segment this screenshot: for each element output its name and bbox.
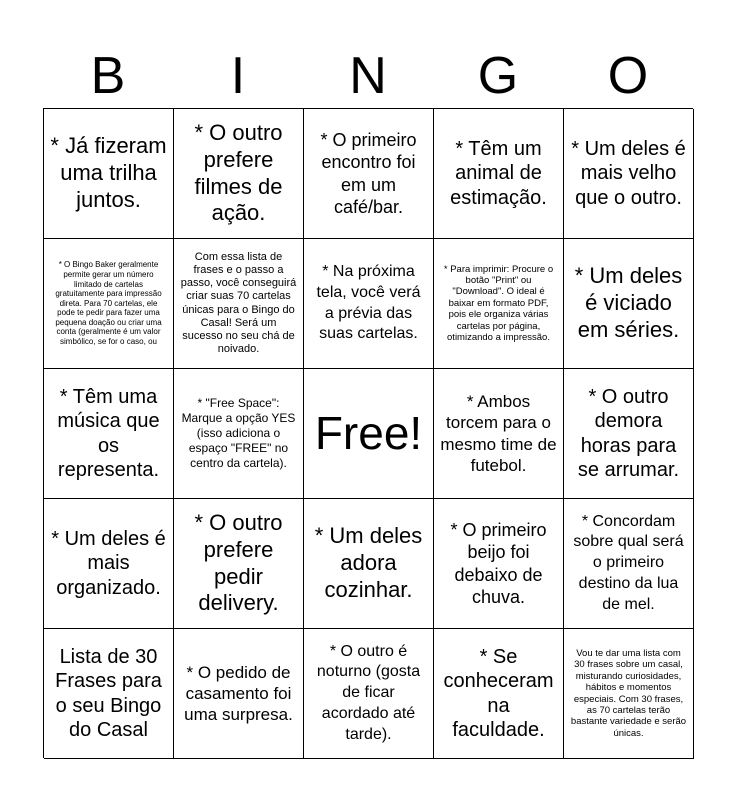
free-space: Free! bbox=[304, 369, 434, 499]
bingo-cell: * Já fizeram uma trilha juntos. bbox=[44, 109, 174, 239]
bingo-cell: * Um deles é mais velho que o outro. bbox=[564, 109, 694, 239]
header-letter-n: N bbox=[349, 47, 387, 105]
bingo-cell: * O primeiro encontro foi em um café/bar. bbox=[304, 109, 434, 239]
bingo-cell: * Para imprimir: Procure o botão "Print" ou "Download". O ideal é baixar em formato PDF, pois ele organiza várias cartelas por página, otimizando a impressão. bbox=[434, 239, 564, 369]
bingo-cell: * Um deles é mais organizado. bbox=[44, 499, 174, 629]
bingo-cell: * Concordam sobre qual será o primeiro destino da lua de mel. bbox=[564, 499, 694, 629]
header-letter-i: I bbox=[230, 47, 246, 105]
header-letter-b: B bbox=[90, 47, 126, 105]
bingo-cell: * Têm uma música que os representa. bbox=[44, 369, 174, 499]
bingo-cell: * "Free Space": Marque a opção YES (isso adiciona o espaço "FREE" no centro da cartela). bbox=[174, 369, 304, 499]
bingo-header bbox=[43, 46, 693, 106]
bingo-cell: * Ambos torcem para o mesmo time de futebol. bbox=[434, 369, 564, 499]
bingo-cell: * Têm um animal de estimação. bbox=[434, 109, 564, 239]
bingo-cell: Lista de 30 Frases para o seu Bingo do Casal bbox=[44, 629, 174, 759]
bingo-cell: * Na próxima tela, você verá a prévia das suas cartelas. bbox=[304, 239, 434, 369]
bingo-cell: * O outro demora horas para se arrumar. bbox=[564, 369, 694, 499]
bingo-cell: * Se conheceram na faculdade. bbox=[434, 629, 564, 759]
bingo-cell: * O Bingo Baker geralmente permite gerar um número limitado de cartelas gratuitamente para impressão direta. Para 70 cartelas, ele pode te pedir para fazer uma pequena doação ou criar uma conta (geralmente é um valor simbólico, se for o caso, ou bbox=[44, 239, 174, 369]
bingo-cell: * O pedido de casamento foi uma surpresa. bbox=[174, 629, 304, 759]
header-letter-g: G bbox=[477, 47, 519, 105]
bingo-cell: * Um deles adora cozinhar. bbox=[304, 499, 434, 629]
bingo-cell: * O outro prefere filmes de ação. bbox=[174, 109, 304, 239]
bingo-cell: * O outro é noturno (gosta de ficar acordado até tarde). bbox=[304, 629, 434, 759]
bingo-card-grid bbox=[43, 108, 693, 758]
bingo-cell: * O outro prefere pedir delivery. bbox=[174, 499, 304, 629]
bingo-cell: * Um deles é viciado em séries. bbox=[564, 239, 694, 369]
bingo-cell: * O primeiro beijo foi debaixo de chuva. bbox=[434, 499, 564, 629]
header-letter-o: O bbox=[607, 47, 649, 105]
bingo-cell: Vou te dar uma lista com 30 frases sobre um casal, misturando curiosidades, hábitos e momentos especiais. Com 30 frases, as 70 cartelas terão bastante variedade e serão únicas. bbox=[564, 629, 694, 759]
bingo-cell: Com essa lista de frases e o passo a passo, você conseguirá criar suas 70 cartelas únicas para o Bingo do Casal! Será um sucesso no seu chá de noivado. bbox=[174, 239, 304, 369]
